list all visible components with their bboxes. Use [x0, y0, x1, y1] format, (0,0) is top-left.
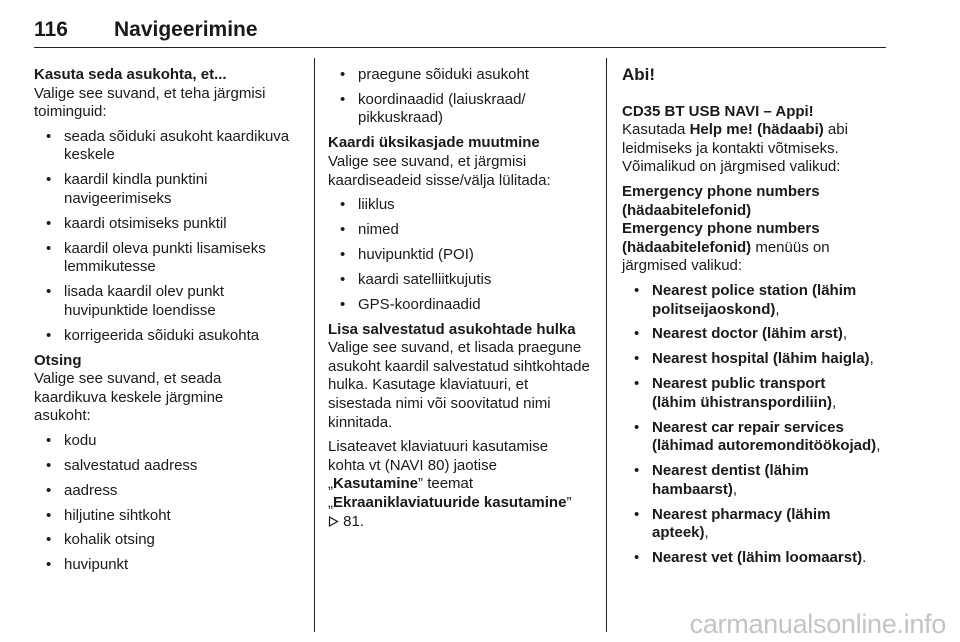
list-item: • aadress [34, 482, 310, 501]
section-title: Abi! [622, 65, 656, 84]
column-3 [622, 66, 888, 574]
list-item: • seada sõiduki asukoht kaardikuva keskele [34, 128, 310, 165]
list-item: • Nearest public transport (lähim ühistranspordiliin), [622, 375, 852, 412]
paragraph: Valige see suvand, et seada kaardikuva keskele järgmine asukoht: [34, 370, 224, 425]
list-item: • kaardil kindla punktini navigeerimiseks [34, 171, 310, 208]
section-heading: Kaardi üksikasjade muutmine [328, 134, 540, 152]
column-divider [314, 58, 315, 632]
option-list [328, 196, 594, 314]
page-title: Navigeerimine [114, 18, 258, 41]
section-heading: CD35 BT USB NAVI – Appi! [622, 102, 814, 120]
page-header [34, 10, 886, 50]
list-item: • Nearest dentist (lähim hambaarst), [622, 462, 842, 499]
page-number: 116 [34, 18, 68, 41]
menu-title: Emergency phone numbers (hädaabitelefonid) [622, 220, 820, 256]
paragraph: Valige see suvand, et lisada praegune asukoht kaardil salvestatud sihtkohtade hulka. Kasutage klaviatuuri, et sisestada nimi või soovitatud nimi kinnitada. [328, 339, 590, 431]
quote-close: ” teemat [418, 475, 474, 493]
option-list [328, 66, 594, 128]
paragraph: Emergency phone numbers (hädaabitelefonid) menüüs on järgmised valikud: [622, 220, 830, 275]
option-list [622, 282, 888, 568]
column-1 [34, 66, 310, 581]
section-heading: Lisa salvestatud asukohtade hulka [328, 320, 576, 338]
quote-open: „ [328, 475, 333, 493]
list-item: • kaardi otsimiseks punktil [34, 215, 310, 234]
section-heading: Otsing [34, 351, 82, 369]
menu-option-name: Help me! (hädaabi) [689, 121, 824, 139]
page-ref-icon [328, 513, 339, 530]
page-reference[interactable]: 81. [343, 512, 365, 530]
list-item: • salvestatud aadress [34, 457, 310, 476]
list-item: • lisada kaardil olev punkt huvipunktide loendisse [34, 283, 310, 320]
topic-link[interactable]: Ekraaniklaviatuuride kasutamine [333, 493, 567, 511]
list-item: • kaardil oleva punkti lisamiseks lemmikutesse [34, 240, 310, 277]
paragraph: Valige see suvand, et järgmisi kaardiseadeid sisse/välja lülitada: [328, 152, 551, 189]
option-list [34, 128, 310, 345]
list-item: • hiljutine sihtkoht [34, 507, 310, 526]
option-list [34, 432, 310, 575]
quote-open: „ [328, 493, 333, 511]
column-2 [328, 66, 594, 537]
list-item: • GPS-koordinaadid [328, 296, 594, 315]
list-item: • kodu [34, 432, 310, 451]
menu-title: Emergency phone numbers (hädaabitelefonid) [622, 182, 820, 219]
quote-close: ” [566, 493, 572, 511]
list-item: • kohalik otsing [34, 531, 310, 550]
list-item: • Nearest car repair services (lähimad autoremonditöökojad), [622, 419, 888, 456]
topic-link[interactable]: Kasutamine [333, 475, 419, 493]
cross-reference-paragraph [328, 438, 580, 531]
list-item: • nimed [328, 221, 594, 240]
paragraph-text: Lisateavet klaviatuuri kasutamise kohta vt (NAVI 80) jaotise [328, 438, 549, 474]
list-item: • huvipunktid (POI) [328, 246, 594, 265]
list-item: • korrigeerida sõiduki asukohta [34, 327, 310, 346]
list-item: • Nearest doctor (lähim arst), [622, 325, 888, 344]
header-rule [34, 47, 886, 48]
paragraph: Valige see suvand, et teha järgmisi toiminguid: [34, 84, 266, 121]
paragraph: Kasutada Help me! (hädaabi) abi leidmiseks ja kontakti võtmiseks. Võimalikud on järgmised valikud: [622, 121, 848, 176]
list-item: • Nearest police station (lähim politseijaoskond), [622, 282, 888, 319]
list-item: • huvipunkt [34, 556, 310, 575]
list-item: • Nearest pharmacy (lähim apteek), [622, 506, 842, 543]
list-item: • kaardi satelliitkujutis [328, 271, 594, 290]
list-item: • praegune sõiduki asukoht [328, 66, 594, 85]
list-item: • liiklus [328, 196, 594, 215]
watermark: carmanualsonline.info [689, 609, 946, 639]
section-heading: Kasuta seda asukohta, et... [34, 66, 227, 83]
list-item: • Nearest vet (lähim loomaarst). [622, 549, 888, 568]
list-item: • koordinaadid (laiuskraad/ pikkuskraad) [328, 91, 558, 128]
list-item: • Nearest hospital (lähim haigla), [622, 350, 888, 369]
column-divider [606, 58, 607, 632]
